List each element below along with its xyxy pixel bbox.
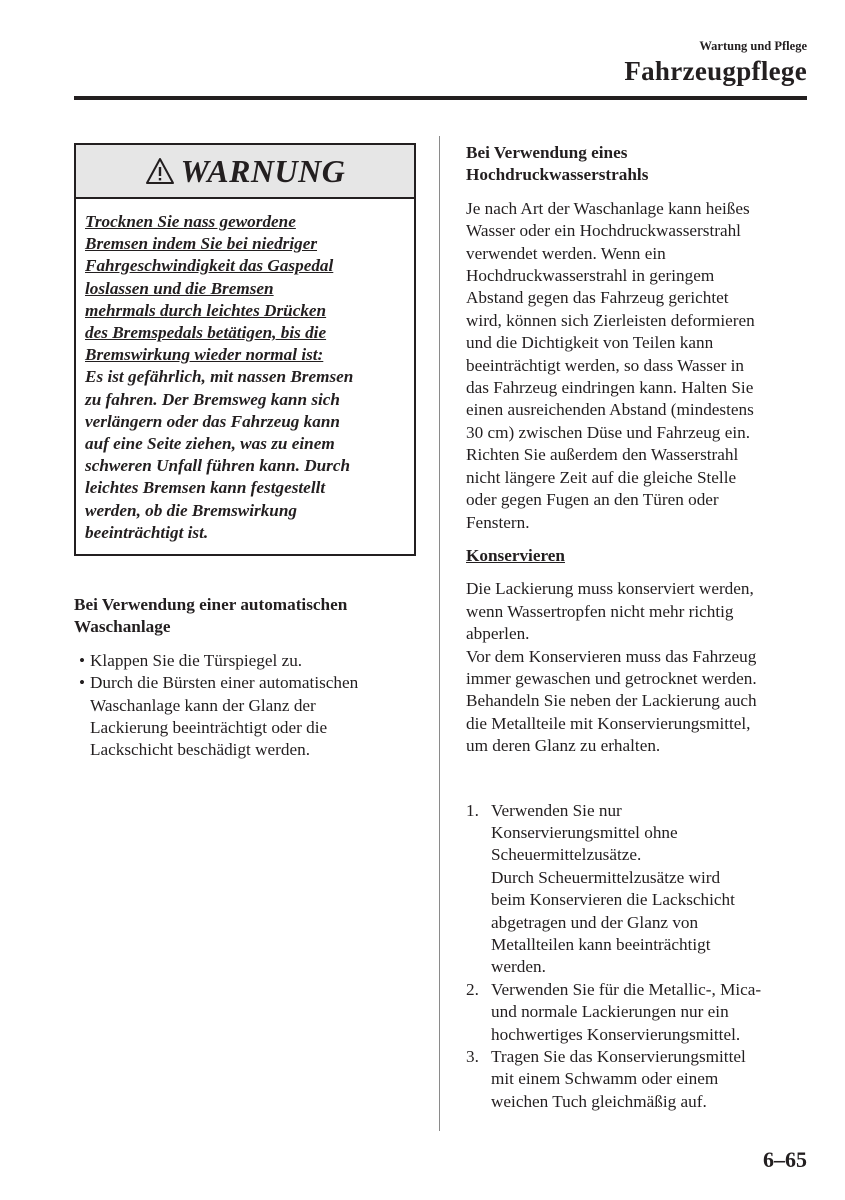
text-line: immer gewaschen und getrocknet werden. xyxy=(466,668,757,688)
step-line: Konservierungsmittel ohne xyxy=(491,822,678,842)
text-line: wenn Wassertropfen nicht mehr richtig xyxy=(466,601,734,621)
konservieren-text xyxy=(466,578,811,757)
warning-line: beeinträchtigt ist. xyxy=(85,522,209,542)
step-line: abgetragen und der Glanz von xyxy=(491,912,699,932)
text-line: einen ausreichenden Abstand (mindestens xyxy=(466,400,754,420)
text-line: Die Lackierung muss konserviert werden, xyxy=(466,579,754,599)
text-line: um deren Glanz zu erhalten. xyxy=(466,736,661,756)
bullet-item xyxy=(74,672,419,762)
text-line: 30 cm) zwischen Düse und Fahrzeug ein. xyxy=(466,422,750,442)
warning-plain-text xyxy=(85,366,404,544)
step-line: Verwenden Sie für die Metallic-, Mica- xyxy=(491,979,762,999)
text-line: Richten Sie außerdem den Wasserstrahl xyxy=(466,445,739,465)
step-item xyxy=(466,800,811,979)
warning-line: Fahrgeschwindigkeit das Gaspedal xyxy=(85,256,334,276)
warning-line: des Bremspedals betätigen, bis die xyxy=(85,323,327,343)
column-divider xyxy=(439,136,440,1131)
text-line: und die Dichtigkeit von Teilen kann xyxy=(466,333,714,353)
warning-box xyxy=(74,143,416,556)
warning-triangle-icon xyxy=(145,157,175,185)
step-line: Durch Scheuermittelzusätze wird xyxy=(491,867,721,887)
warning-line: leichtes Bremsen kann festgestellt xyxy=(85,478,326,498)
text-line: die Metallteile mit Konservierungsmittel, xyxy=(466,713,751,733)
heading-line: Bei Verwendung eines xyxy=(466,143,628,162)
step-line: Verwenden Sie nur xyxy=(491,800,622,820)
step-line: hochwertiges Konservierungsmittel. xyxy=(491,1024,741,1044)
step-number: 3. xyxy=(466,1047,479,1067)
konservieren-steps xyxy=(466,800,811,1114)
step-line: beim Konservieren die Lackschicht xyxy=(491,890,735,910)
high-pressure-heading xyxy=(466,142,811,187)
warning-line: schweren Unfall führen kann. Durch xyxy=(85,456,351,476)
page-title: Fahrzeugpflege xyxy=(624,56,807,86)
step-line: Metallteilen kann beeinträchtigt xyxy=(491,935,711,954)
warning-line: verlängern oder das Fahrzeug kann xyxy=(85,411,340,431)
text-line: beeinträchtigt werden, so dass Wasser in xyxy=(466,355,744,375)
right-column xyxy=(466,142,811,1113)
text-line: das Fahrzeug eindringen kann. Halten Sie xyxy=(466,378,754,398)
text-line: verwendet werden. Wenn ein xyxy=(466,243,666,263)
step-line: und normale Lackierungen nur ein xyxy=(491,1002,729,1022)
step-line: Tragen Sie das Konservierungsmittel xyxy=(491,1047,746,1067)
bullet-item xyxy=(74,650,419,672)
heading-line: Waschanlage xyxy=(74,617,171,637)
bullet-line: Waschanlage kann der Glanz der xyxy=(90,695,316,715)
step-number: 1. xyxy=(466,800,479,820)
high-pressure-text xyxy=(466,198,811,534)
text-line: abperlen. xyxy=(466,624,530,644)
warning-line: Bremsen indem Sie bei niedriger xyxy=(85,234,318,254)
step-line: weichen Tuch gleichmäßig auf. xyxy=(491,1091,707,1111)
text-line: Behandeln Sie neben der Lackierung auch xyxy=(466,691,757,711)
auto-wash-section xyxy=(74,594,419,762)
page-number: 6–65 xyxy=(763,1147,807,1172)
step-line: Scheuermittelzusätze. xyxy=(491,845,642,865)
step-number: 2. xyxy=(466,979,479,999)
text-line: Hochdruckwasserstrahl in geringem xyxy=(466,266,715,286)
bullet-line: • Klappen Sie die Türspiegel zu. xyxy=(90,650,303,670)
auto-wash-heading xyxy=(74,594,419,639)
text-line: Wasser oder ein Hochdruckwasserstrahl xyxy=(466,221,741,241)
header-rule xyxy=(74,96,807,100)
text-line: Je nach Art der Waschanlage kann heißes xyxy=(466,198,750,218)
bullet-line: • Durch die Bürsten einer automatischen xyxy=(90,673,359,693)
heading-line: Bei Verwendung einer automatischen xyxy=(74,595,348,614)
header-section-label: Wartung und Pflege xyxy=(699,39,807,53)
warning-text xyxy=(76,199,414,544)
auto-wash-bullets xyxy=(74,650,419,762)
text-line: nicht längere Zeit auf die gleiche Stelle xyxy=(466,467,737,487)
step-item xyxy=(466,1046,811,1113)
step-item xyxy=(466,979,811,1046)
warning-header xyxy=(76,145,414,199)
text-line: Vor dem Konservieren muss das Fahrzeug xyxy=(466,646,757,666)
warning-title: WARNUNG xyxy=(180,152,346,189)
step-line: werden. xyxy=(491,957,546,977)
text-line: oder gegen Fugen an den Türen oder xyxy=(466,490,719,510)
warning-underlined-text xyxy=(85,211,404,366)
warning-line: Bremswirkung wieder normal ist: xyxy=(85,345,324,365)
warning-line: loslassen und die Bremsen xyxy=(85,278,274,298)
warning-line: auf eine Seite ziehen, was zu einem xyxy=(85,434,335,454)
step-line: mit einem Schwamm oder einem xyxy=(491,1069,719,1089)
warning-line: Es ist gefährlich, mit nassen Bremsen xyxy=(85,367,354,387)
bullet-line: Lackschicht beschädigt werden. xyxy=(90,740,311,760)
text-line: Abstand gegen das Fahrzeug gerichtet xyxy=(466,288,729,308)
warning-line: mehrmals durch leichtes Drücken xyxy=(85,300,327,320)
warning-line: werden, ob die Bremswirkung xyxy=(85,500,298,520)
heading-line: Hochdruckwasserstrahls xyxy=(466,165,649,185)
text-line: wird, können sich Zierleisten deformieren xyxy=(466,310,755,330)
bullet-line: Lackierung beeinträchtigt oder die xyxy=(90,718,328,738)
warning-line: zu fahren. Der Bremsweg kann sich xyxy=(85,389,340,409)
konservieren-heading: Konservieren xyxy=(466,545,565,565)
text-line: Fenstern. xyxy=(466,512,530,532)
warning-line: Trocknen Sie nass gewordene xyxy=(85,212,296,231)
